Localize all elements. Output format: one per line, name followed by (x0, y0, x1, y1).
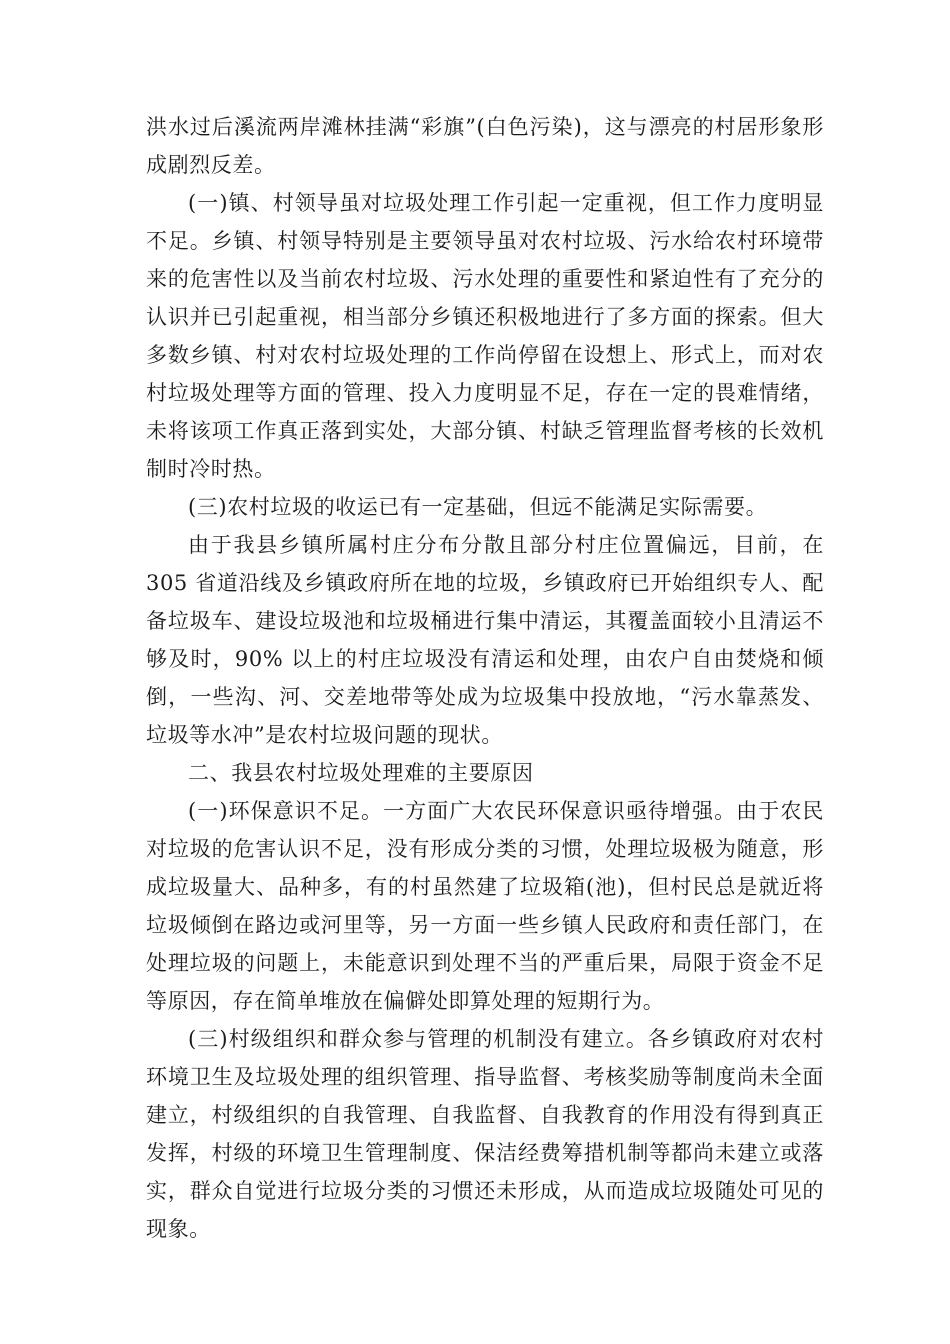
paragraph-awareness: (一)环保意识不足。一方面广大农民环保意识亟待增强。由于农民对垃圾的危害认识不足，没有形成分类的习惯，处理垃圾极为随意，形成垃圾量大、品种多，有的村虽然建了垃圾箱(池)，但村民总是就近将垃圾倾倒在路边或河里等，另一方面一些乡镇人民政府和责任部门，在处理垃圾的问题上，未能意识到处理不当的严重后果，局限于资金不足等原因，存在简单堆放在偏僻处即算处理的短期行为。 (146, 799, 824, 1013)
section-heading-reasons: 二、我县农村垃圾处理难的主要原因 (188, 761, 534, 785)
paragraph-collection-detail: 由于我县乡镇所属村庄分布分散且部分村庄位置偏远，目前，在305 省道沿线及乡镇政府所在地的垃圾，乡镇政府已开始组织专人、配备垃圾车、建设垃圾池和垃圾桶进行集中清运，其覆盖面较小且清运不够及时，90% 以上的村庄垃圾没有清运和处理，由农户自由焚烧和倾倒，一些沟、河、交差地带等处成为垃圾集中投放地，“污水靠蒸发、垃圾等水冲”是农村垃圾问题的现状。 (146, 533, 824, 747)
document-body (146, 108, 824, 1248)
paragraph-leadership-attention: (一)镇、村领导虽对垃圾处理工作引起一定重视，但工作力度明显不足。乡镇、村领导特别是主要领导虽对农村垃圾、污水给农村环境带来的危害性以及当前农村垃圾、污水处理的重要性和紧迫性有了充分的认识并已引起重视，相当部分乡镇还积极地进行了多方面的探索。但大多数乡镇、村对农村垃圾处理的工作尚停留在设想上、形式上，而对农村垃圾处理等方面的管理、投入力度明显不足，存在一定的畏难情绪，未将该项工作真正落到实处，大部分镇、村缺乏管理监督考核的长效机制时冷时热。 (146, 191, 824, 481)
paragraph-collection-heading: (三)农村垃圾的收运已有一定基础，但远不能满足实际需要。 (188, 495, 768, 519)
paragraph-mechanism: (三)村级组织和群众参与管理的机制没有建立。各乡镇政府对农村环境卫生及垃圾处理的组织管理、指导监督、考核奖励等制度尚未全面建立，村级组织的自我管理、自我监督、自我教育的作用没有得到真正发挥，村级的环境卫生管理制度、保洁经费筹措机制等都尚未建立或落实，群众自觉进行垃圾分类的习惯还未形成，从而造成垃圾随处可见的现象。 (146, 1027, 824, 1241)
paragraph-continuation: 洪水过后溪流两岸滩林挂满“彩旗”(白色污染)，这与漂亮的村居形象形成剧烈反差。 (146, 115, 824, 177)
